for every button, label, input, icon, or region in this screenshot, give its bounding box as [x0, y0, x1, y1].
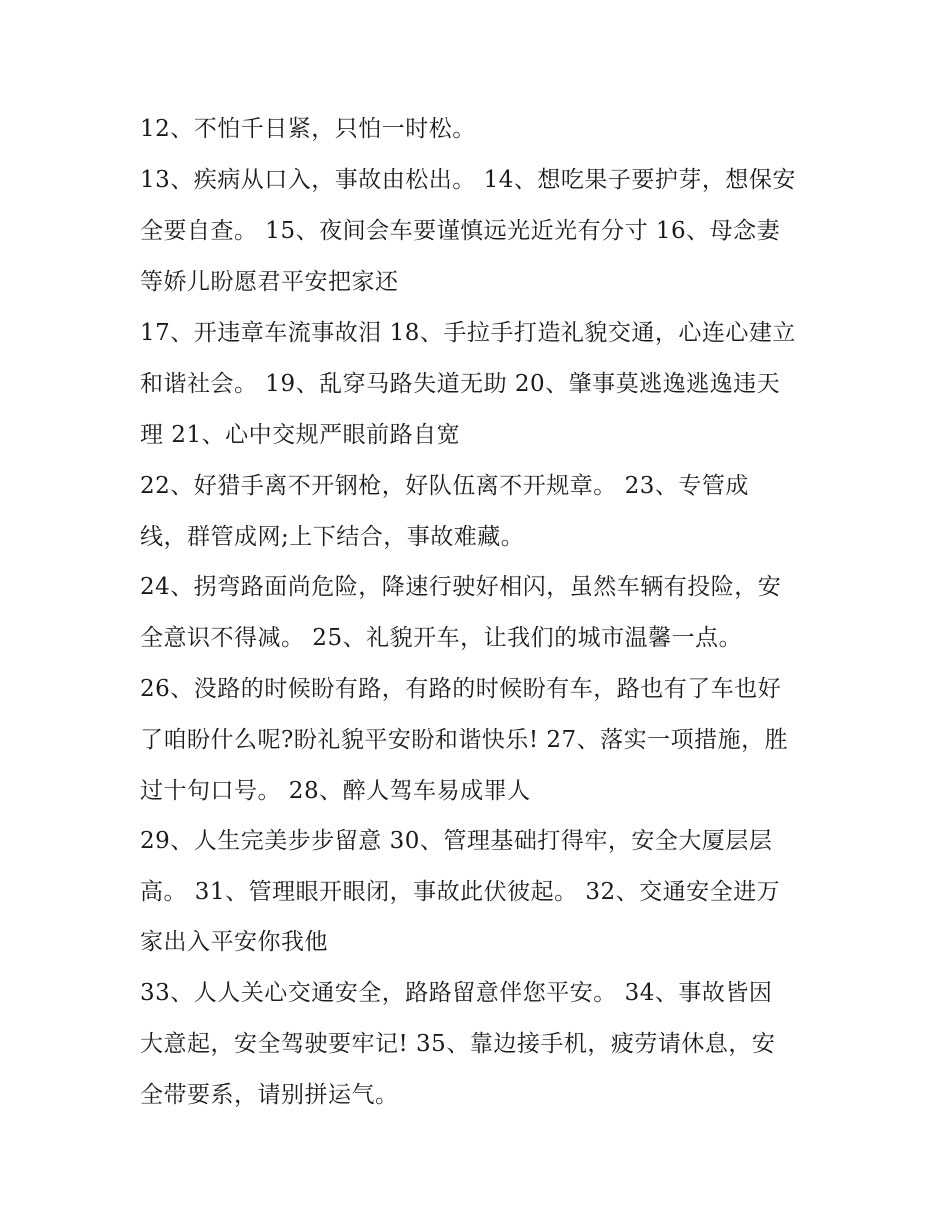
text-line: 和谐社会。 19、乱穿马路失道无助 20、肇事莫逃逸逃逸违天 — [140, 371, 781, 397]
text-line: 全要自查。 15、夜间会车要谨慎远光近光有分寸 16、母念妻 — [140, 218, 781, 244]
text-line: 高。 31、管理眼开眼闭，事故此伏彼起。 32、交通安全进万 — [140, 879, 781, 905]
text-line: 12、不怕千日紧，只怕一时松。 — [140, 116, 476, 142]
text-line: 线，群管成网;上下结合，事故难藏。 — [140, 524, 525, 550]
text-line: 家出入平安你我他 — [140, 929, 328, 955]
text-line: 过十句口号。 28、醉人驾车易成罪人 — [140, 778, 531, 804]
text-line: 17、开违章车流事故泪 18、手拉手打造礼貌交通，心连心建立 — [140, 320, 796, 346]
text-line: 了咱盼什么呢?盼礼貌平安盼和谐快乐! 27、落实一项措施，胜 — [140, 727, 789, 753]
text-line: 大意起，安全驾驶要牢记! 35、靠边接手机，疲劳请休息，安 — [140, 1031, 776, 1057]
text-line: 等娇儿盼愿君平安把家还 — [140, 269, 399, 295]
text-line: 全带要系，请别拼运气。 — [140, 1082, 399, 1108]
text-line: 13、疾病从口入，事故由松出。 14、想吃果子要护芽，想保安 — [140, 167, 796, 193]
text-line: 29、人生完美步步留意 30、管理基础打得牢，安全大厦层层 — [140, 828, 773, 854]
text-line: 26、没路的时候盼有路，有路的时候盼有车，路也有了车也好 — [140, 676, 782, 702]
text-line: 理 21、心中交规严眼前路自宽 — [140, 422, 461, 448]
text-line: 33、人人关心交通安全，路路留意伴您平安。 34、事故皆因 — [140, 980, 773, 1006]
text-line: 22、好猎手离不开钢枪，好队伍离不开规章。 23、专管成 — [140, 473, 749, 499]
text-line: 24、拐弯路面尚危险，降速行驶好相闪，虽然车辆有投险，安 — [140, 574, 782, 600]
text-line: 全意识不得减。 25、礼貌开车，让我们的城市温馨一点。 — [140, 625, 743, 651]
